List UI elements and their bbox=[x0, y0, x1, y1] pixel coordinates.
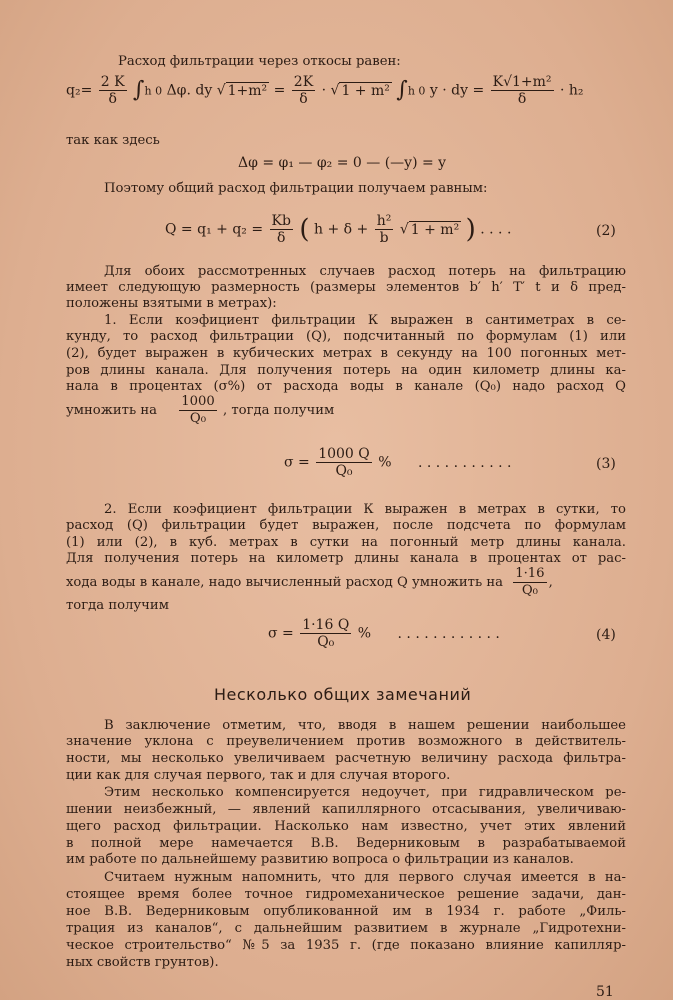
frac-den: b bbox=[379, 230, 389, 246]
text-line: им работе по дальнейшему развитию вопроса о фильтрации из каналов. bbox=[66, 852, 574, 867]
frac-num: h² bbox=[376, 213, 392, 229]
eq2-frac2 bbox=[375, 213, 394, 246]
text-line: расход (Q) фильтрации будет выражен, после подсчета по формулам bbox=[66, 518, 626, 533]
equation-delta-phi: Δφ = φ₁ — φ₂ = 0 — (—y) = y bbox=[238, 155, 447, 171]
text-line-with-fraction bbox=[66, 394, 334, 427]
text-line-with-fraction: хода воды в канале, надо вычисленный расход Q умножить на $\frac{1\cdot 16}{\text{Q₀}}$ , bbox=[66, 566, 553, 598]
equation-4 bbox=[268, 617, 500, 650]
eq-q2-lhs: q₂= bbox=[66, 82, 93, 99]
frac-num: 1·16 Q bbox=[302, 617, 350, 633]
eq-q2-tail: · h₂ bbox=[559, 82, 584, 99]
text-line: В заключение отметим, что, вводя в нашем решении наибольшее bbox=[104, 718, 626, 733]
text-line: ное В.В. Ведерниковым опубликованной им в 1934 г. работе „Филь- bbox=[66, 904, 626, 919]
text-line: тогда получим bbox=[66, 598, 169, 613]
frac-den: Q₀ bbox=[521, 583, 538, 598]
text-line: ции как для случая первого, так и для случая второго. bbox=[66, 768, 451, 783]
text-line: Для получения потерь на километр длины канала в процентах от рас- bbox=[66, 551, 626, 566]
text-line: ческое строительство“ №5 за 1935 г. (где показано влияние капилляр- bbox=[66, 938, 626, 953]
frac-den: δ bbox=[108, 91, 117, 107]
text-span: умножить на bbox=[66, 403, 157, 418]
frac-num: 1000 bbox=[181, 394, 215, 409]
equation-number-4: (4) bbox=[596, 627, 616, 643]
text-line: (1) или (2), в куб. метрах в сутки на погонный метр длины канала. bbox=[66, 535, 626, 550]
section-heading: Несколько общих замечаний bbox=[214, 685, 472, 704]
text-line: 2. Если коэфициент фильтрации К выражен в метрах в сутки, то bbox=[104, 502, 626, 517]
inline-fraction bbox=[179, 394, 217, 427]
text-line: ров длины канала. Для получения потерь на один километр длины ка- bbox=[66, 363, 626, 378]
integral-limits: h 0 bbox=[144, 84, 163, 98]
equation-number-2: (2) bbox=[596, 223, 616, 239]
frac-den: δ bbox=[299, 91, 308, 107]
frac-den: δ bbox=[277, 230, 286, 246]
integral-limits: h 0 bbox=[407, 84, 426, 98]
sqrt-term: 1 + m² bbox=[410, 221, 460, 238]
percent-sign: % bbox=[378, 454, 392, 471]
leader-dots: . . . . . . . . . . . bbox=[417, 454, 512, 471]
eq3-frac bbox=[316, 446, 372, 479]
eq-q2-frac2 bbox=[292, 74, 315, 107]
text-line: нала в процентах (σ%) от расхода воды в канале (Q₀) надо расход Q bbox=[66, 379, 626, 394]
equation-2: Q = q₁ + q₂ = $\frac{Kb}{\delta}$ ( h + δ + $\frac{\text{h²}}{b}$ √ 1 + m² ) . . . . bbox=[165, 213, 512, 246]
eq-q2-frac1 bbox=[99, 74, 127, 107]
percent-sign: % bbox=[357, 625, 372, 642]
text-line: 1. Если коэфициент фильтрации К выражен в сантиметрах в се- bbox=[104, 313, 626, 328]
text-line: ных свойств грунтов). bbox=[66, 955, 219, 970]
therefore-text: Поэтому общий расход фильтрации получаем равным: bbox=[104, 181, 488, 196]
eq4-lhs: σ = bbox=[268, 625, 294, 642]
text-line: щего расход фильтрации. Насколько нам известно, учет этих явлений bbox=[66, 819, 626, 834]
page-number: 51 bbox=[596, 984, 614, 1000]
eq-q2-mid1: Δφ. dy bbox=[166, 82, 213, 99]
eq4-frac bbox=[300, 617, 351, 650]
frac-num: Kb bbox=[271, 213, 291, 229]
text-line: Считаем нужным напомнить, что для первого случая имеется в на- bbox=[104, 870, 626, 885]
eq-q2-frac3 bbox=[491, 74, 554, 107]
frac-den: Q₀ bbox=[335, 463, 353, 479]
integral-sign: ∫ bbox=[396, 77, 408, 103]
text-line: стоящее время более точное гидромеханическое решение задачи, дан- bbox=[66, 887, 626, 902]
text-span: хода воды в канале, надо вычисленный расход Q умножить на bbox=[66, 575, 503, 590]
frac-den: δ bbox=[517, 91, 527, 107]
text-line: значение уклона с преувеличением против возможного в действитель- bbox=[66, 734, 626, 749]
eq2-lhs: Q = q₁ + q₂ = bbox=[165, 221, 264, 238]
eq-sign: = bbox=[273, 82, 286, 99]
text-line: ности, мы несколько увеличиваем расчетную величину расхода фильтра- bbox=[66, 751, 626, 766]
sqrt-term: 1 + m² bbox=[341, 82, 390, 99]
equation-number-3: (3) bbox=[596, 456, 616, 472]
inline-fraction bbox=[513, 566, 546, 599]
text-line: Этим несколько компенсируется недоучет, при гидравлическом ре- bbox=[104, 785, 626, 800]
eq-q2-mid2: · bbox=[321, 82, 327, 99]
equation-q2: q₂= $\frac{2 K}{\delta}$ ∫h 0 Δφ. dy √ 1+m² = $\frac{2K}{\delta}$ · √ 1 + m² ∫h 0 y · dy = $\frac{\text{K√1+m²}}{\delta}$ · h₂ bbox=[66, 74, 584, 107]
frac-num: K√1+m² bbox=[492, 74, 552, 90]
eq2-inner: h + δ + bbox=[314, 221, 369, 238]
sqrt-term: 1+m² bbox=[227, 82, 268, 99]
eq-q2-mid3: y · dy = bbox=[429, 82, 485, 99]
frac-num: 1000 Q bbox=[318, 446, 370, 462]
since-here-text: так как здесь bbox=[66, 133, 160, 148]
text-line: положены взятыми в метрах): bbox=[66, 296, 277, 311]
text-line: трация из каналов“, с дальнейшим развитием в журнале „Гидротехни- bbox=[66, 921, 626, 936]
frac-num: 2 K bbox=[100, 74, 125, 90]
frac-den: Q₀ bbox=[189, 411, 207, 426]
text-line: (2), будет выражен в кубических метрах в секунду на 100 погонных мет- bbox=[66, 346, 626, 361]
text-line: в полной мере намечается В.В. Ведерниковым в разрабатываемой bbox=[66, 836, 626, 851]
text-line: шении неизбежный, — явлений капиллярного отсасывания, увеличиваю- bbox=[66, 802, 626, 817]
eq2-frac1 bbox=[270, 213, 293, 246]
equation-3 bbox=[284, 446, 511, 479]
text-line: кунду, то расход фильтрации (Q), подсчитанный по формулам (1) или bbox=[66, 329, 626, 344]
frac-den: Q₀ bbox=[317, 634, 335, 650]
text-line: Для обоих рассмотренных случаев расход потерь на фильтрацию bbox=[104, 264, 626, 279]
leader-dots: . . . . bbox=[480, 221, 512, 238]
leader-dots: . . . . . . . . . . . . bbox=[397, 625, 500, 642]
frac-num: 2K bbox=[293, 74, 314, 90]
integral-sign: ∫ bbox=[133, 77, 145, 103]
text-line: имеет следующую размерность (размеры элементов b′ h′ T′ t и δ пред- bbox=[66, 280, 626, 295]
frac-num: 1·16 bbox=[515, 566, 545, 581]
text-span: , тогда получим bbox=[222, 403, 335, 418]
intro-text: Расход фильтрации через откосы равен: bbox=[118, 54, 401, 69]
eq3-lhs: σ = bbox=[284, 454, 310, 471]
